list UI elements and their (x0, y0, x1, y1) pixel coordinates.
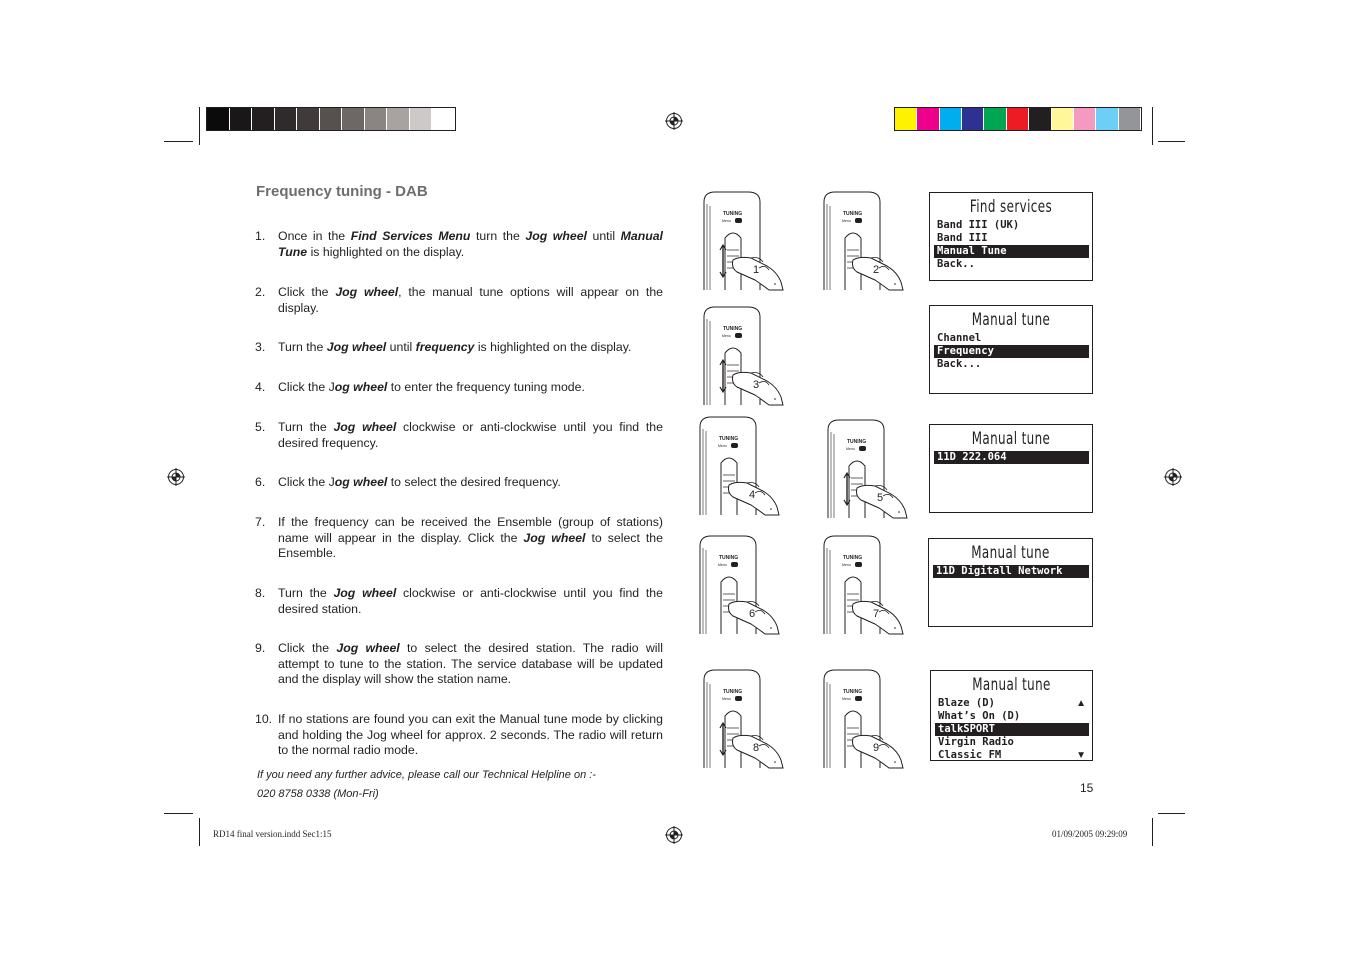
lcd-row-highlighted: 11D 222.064 (934, 451, 1089, 464)
lcd-display (929, 424, 1093, 513)
illustration-number: 9 (873, 742, 880, 754)
lcd-row-highlighted: Frequency (934, 345, 1089, 358)
radio-hand-icon (699, 534, 799, 636)
color-swatch (207, 108, 230, 130)
color-calibration-bar (894, 107, 1142, 131)
illustration-number: 1 (753, 264, 760, 276)
registration-mark-icon (1164, 468, 1182, 486)
color-swatch (387, 108, 410, 130)
step-item (255, 285, 663, 316)
step-text: If the frequency can be received the Ensemble (group of stations) name will appear in the display. Click the Jog wheel to select the Ensemble. (278, 515, 663, 561)
step-text: Click the Jog wheel to select the desired frequency. (278, 475, 561, 489)
lcd-display (928, 538, 1093, 627)
step-number: 10. (255, 712, 273, 726)
lcd-row-highlighted: 11D Digitall Network (933, 565, 1089, 578)
lcd-row: Band III (UK) (937, 219, 1020, 231)
svg-text:Menu: Menu (718, 563, 727, 567)
step-text: Click the Jog wheel to select the desired station. The radio will attempt to tune to the station. The service database will be updated and the display will show the station name. (278, 641, 663, 687)
illustration-number: 2 (873, 264, 880, 276)
color-swatch (297, 108, 320, 130)
radio-hand-icon (703, 190, 803, 292)
radio-hand-icon (699, 415, 799, 517)
svg-text:Menu: Menu (718, 444, 727, 448)
svg-text:TUNING: TUNING (847, 439, 867, 445)
grayscale-calibration-bar (206, 107, 456, 131)
step-text: Turn the Jog wheel clockwise or anti-clockwise until you find the desired frequency. (278, 420, 663, 450)
lcd-title: Manual tune (971, 543, 1050, 563)
radio-jog-wheel-illustration (823, 190, 923, 292)
radio-hand-icon (823, 190, 923, 292)
lcd-title: Manual tune (971, 429, 1051, 449)
color-swatch (984, 108, 1006, 130)
step-number: 9. (255, 641, 266, 655)
lcd-row-highlighted: Manual Tune (934, 245, 1089, 258)
color-swatch (342, 108, 365, 130)
lcd-display (929, 305, 1093, 394)
radio-hand-icon (823, 534, 923, 636)
step-number: 6. (255, 475, 266, 489)
illustration-number: 7 (873, 608, 880, 620)
step-text: Turn the Jog wheel until frequency is highlighted on the display. (278, 340, 632, 354)
svg-text:Menu: Menu (842, 697, 851, 701)
radio-jog-wheel-illustration (703, 305, 803, 407)
registration-mark-icon (167, 468, 185, 486)
lcd-title: Manual tune (971, 310, 1051, 330)
color-swatch (1007, 108, 1029, 130)
color-swatch (1096, 108, 1118, 130)
color-swatch (940, 108, 962, 130)
radio-jog-wheel-illustration (703, 668, 803, 770)
svg-text:TUNING: TUNING (723, 211, 743, 217)
svg-text:TUNING: TUNING (843, 689, 863, 695)
lcd-display (929, 192, 1093, 281)
radio-jog-wheel-illustration (703, 190, 803, 292)
color-swatch (1074, 108, 1096, 130)
step-number: 3. (255, 340, 266, 354)
step-item (255, 586, 663, 617)
step-text: Click the Jog wheel, the manual tune options will appear on the display. (278, 285, 663, 315)
illustration-number: 4 (749, 489, 756, 501)
slug-timestamp: 01/09/2005 09:29:09 (1052, 829, 1128, 839)
svg-text:TUNING: TUNING (719, 555, 739, 561)
step-item (255, 340, 663, 356)
color-swatch (895, 108, 917, 130)
illustration-number: 5 (877, 492, 884, 504)
svg-text:Menu: Menu (846, 447, 855, 451)
color-swatch (252, 108, 275, 130)
svg-text:TUNING: TUNING (723, 689, 743, 695)
step-item (255, 712, 663, 759)
radio-jog-wheel-illustration (823, 668, 923, 770)
color-swatch (410, 108, 433, 130)
color-swatch (365, 108, 388, 130)
lcd-display (930, 670, 1093, 761)
lcd-title: Manual tune (972, 675, 1051, 695)
registration-mark-icon (665, 826, 683, 844)
color-swatch (1029, 108, 1051, 130)
color-swatch (432, 108, 455, 130)
page-number: 15 (1080, 781, 1094, 795)
illustration-number: 3 (753, 379, 760, 391)
section-heading: Frequency tuning - DAB (256, 183, 428, 200)
scroll-down-arrow-icon: ▼ (1076, 750, 1086, 761)
slug-filename: RD14 final version.indd Sec1:15 (213, 829, 332, 839)
lcd-row: What’s On (D) (938, 710, 1021, 722)
step-item (255, 420, 663, 451)
svg-text:TUNING: TUNING (723, 326, 743, 332)
lcd-row: Band III (937, 232, 988, 244)
step-item (255, 380, 663, 396)
lcd-row: Channel (937, 332, 982, 344)
color-swatch (275, 108, 298, 130)
registration-mark-icon (665, 112, 683, 130)
svg-text:Menu: Menu (842, 219, 851, 223)
helpline-number: 020 8758 0338 (Mon-Fri) (257, 788, 379, 800)
step-item (255, 641, 663, 688)
radio-hand-icon (703, 668, 803, 770)
svg-text:TUNING: TUNING (719, 436, 739, 442)
radio-jog-wheel-illustration (699, 534, 799, 636)
svg-text:Menu: Menu (722, 334, 731, 338)
step-item (255, 229, 663, 260)
lcd-row: Blaze (D) (938, 697, 995, 709)
lcd-row: Back... (937, 358, 982, 370)
color-swatch (230, 108, 253, 130)
lcd-row: Virgin Radio (938, 736, 1014, 748)
step-item (255, 475, 663, 491)
step-text: If no stations are found you can exit the Manual tune mode by clicking and holding the Jog wheel for approx. 2 seconds. The radio will return to the normal radio mode. (278, 712, 663, 758)
step-number: 5. (255, 420, 266, 434)
svg-text:TUNING: TUNING (843, 555, 863, 561)
lcd-row: Back.. (937, 258, 975, 270)
step-text: Once in the Find Services Menu turn the Jog wheel until Manual Tune is highlighted on the display. (278, 229, 663, 259)
lcd-row-highlighted: talkSPORT (935, 723, 1089, 736)
illustration-number: 8 (753, 742, 760, 754)
lcd-title: Find services (969, 197, 1053, 217)
radio-hand-icon (827, 418, 927, 520)
step-number: 4. (255, 380, 266, 394)
lcd-row: Classic FM (938, 749, 1002, 761)
color-swatch (917, 108, 939, 130)
radio-hand-icon (703, 305, 803, 407)
step-item (255, 515, 663, 562)
step-text: Turn the Jog wheel clockwise or anti-clockwise until you find the desired station. (278, 586, 663, 616)
radio-hand-icon (823, 668, 923, 770)
svg-text:Menu: Menu (722, 219, 731, 223)
step-number: 2. (255, 285, 266, 299)
illustration-number: 6 (749, 608, 756, 620)
svg-text:Menu: Menu (722, 697, 731, 701)
helpline-text: If you need any further advice, please call our Technical Helpline on :- (257, 769, 596, 781)
radio-jog-wheel-illustration (827, 418, 927, 520)
radio-jog-wheel-illustration (823, 534, 923, 636)
svg-text:Menu: Menu (842, 563, 851, 567)
step-number: 7. (255, 515, 266, 529)
color-swatch (1119, 108, 1141, 130)
color-swatch (962, 108, 984, 130)
svg-text:TUNING: TUNING (843, 211, 863, 217)
step-number: 1. (255, 229, 266, 243)
step-text: Click the Jog wheel to enter the frequency tuning mode. (278, 380, 585, 394)
radio-jog-wheel-illustration (699, 415, 799, 517)
color-swatch (320, 108, 343, 130)
scroll-up-arrow-icon: ▲ (1076, 698, 1086, 709)
step-number: 8. (255, 586, 266, 600)
color-swatch (1052, 108, 1074, 130)
